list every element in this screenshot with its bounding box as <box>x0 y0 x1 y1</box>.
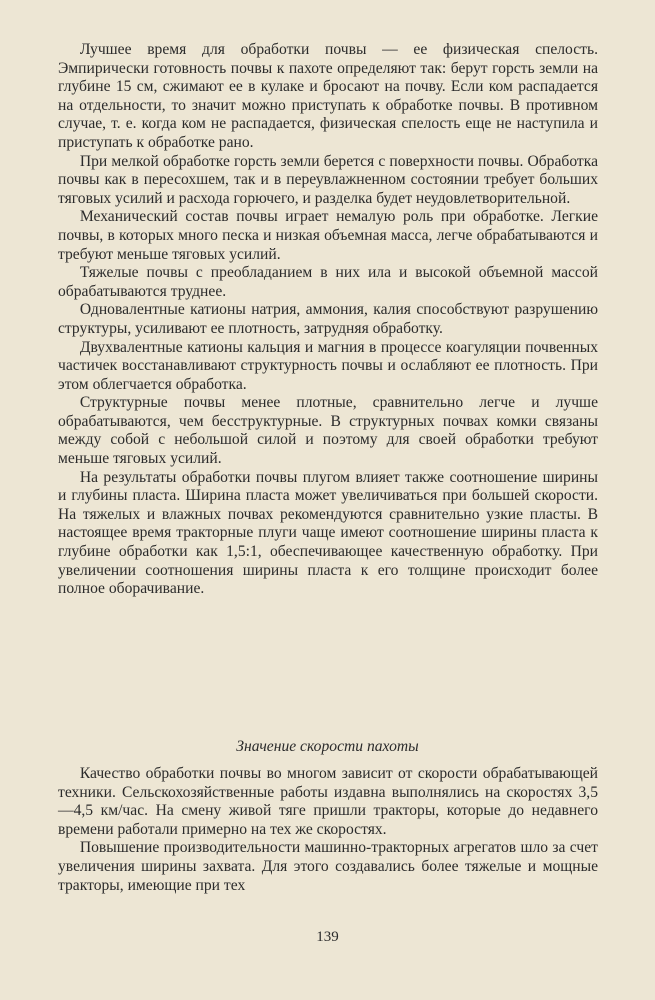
paragraph: Повышение производительности машинно-тракторных агрегатов шло за счет увеличения ширины захвата. Для этого создавались более тяжелые и мощные тракторы, имеющие при тех <box>58 839 598 894</box>
section-heading: Значение скорости пахоты <box>236 738 419 755</box>
paragraph: Тяжелые почвы с преобладанием в них ила и высокой объемной массой обрабатываются труднее. <box>58 264 598 300</box>
text-block-top <box>58 41 598 599</box>
paragraph: Механический состав почвы играет немалую роль при обработке. Легкие почвы, в которых много песка и низкая объемная масса, легче обрабатываются и требуют меньше тяговых усилий. <box>58 208 598 263</box>
paragraph: На результаты обработки почвы плугом влияет также соотношение ширины и глубины пласта. Ширина пласта может увеличиваться при большей скорости. На тяжелых и влажных почвах рекомендуются сравнительно узкие пласты. В настоящее время тракторные плуги чаще имеют соотношение ширины пласта к глубине обработки как 1,5:1, обеспечивающее качественную обработку. При увеличении соотношения ширины пласта к его толщине происходит более полное оборачивание. <box>58 468 598 598</box>
paragraph: Одновалентные катионы натрия, аммония, калия способствуют разрушению структуры, усиливают ее плотность, затрудняя обработку. <box>58 301 598 337</box>
paragraph: Двухвалентные катионы кальция и магния в процессе коагуляции почвенных частичек восстанавливают структурность почвы и ослабляют ее плотность. При этом облегчается обработка. <box>58 338 598 393</box>
page-number: 139 <box>316 929 339 945</box>
paragraph: Качество обработки почвы во многом зависит от скорости обрабатывающей техники. Сельскохозяйственные работы издавна выполнялись на скоростях 3,5—4,5 км/час. На смену живой тяге пришли тракторы, которые до недавнего времени работали примерно на тех же скоростях. <box>58 765 598 838</box>
paragraph: Лучшее время для обработки почвы — ее физическая спелость. Эмпирически готовность почвы к пахоте определяют так: берут горсть земли на глубине 15 см, сжимают ее в кулаке и бросают на почву. Если ком распадается на отдельности, то значит можно приступать к обработке почвы. В противном случае, т. е. когда ком не распадается, физическая спелость еще не наступила и приступать к обработке рано. <box>58 41 598 151</box>
paragraph: При мелкой обработке горсть земли берется с поверхности почвы. Обработка почвы как в пересохшем, так и в переувлажненном состоянии требует больших тяговых усилий и расхода горючего, и разделка будет неудовлетворительной. <box>58 152 598 207</box>
text-block-bottom <box>58 765 598 895</box>
paragraph: Структурные почвы менее плотные, сравнительно легче и лучше обрабатываются, чем бесструктурные. В структурных почвах комки связаны между собой с небольшой силой и поэтому для своей обработки требуют меньше тяговых усилий. <box>58 394 598 468</box>
